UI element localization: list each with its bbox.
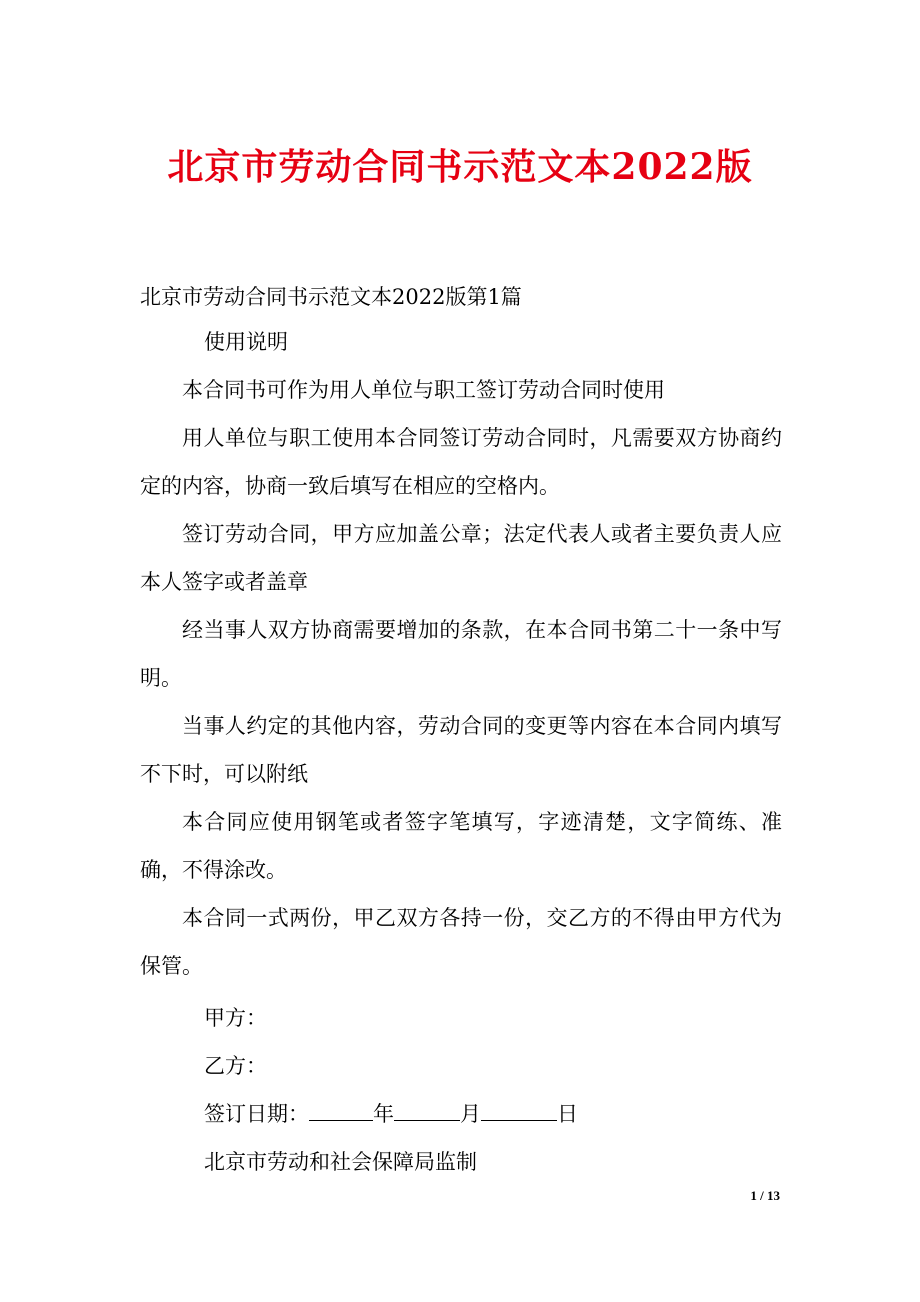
section-heading: 使用说明 [204, 330, 288, 354]
paragraph-7: 本合同一式两份，甲乙双方各持一份，交乙方的不得由甲方代为保管。 [140, 906, 782, 978]
document-title: 北京市劳动合同书示范文本2022版 [167, 146, 753, 188]
party-b-label: 乙方： [204, 1054, 267, 1078]
day-unit: 日 [557, 1102, 578, 1126]
supervisor-note: 北京市劳动和社会保障局监制 [204, 1150, 477, 1174]
party-a-label: 甲方： [204, 1006, 267, 1030]
year-blank[interactable] [309, 1098, 373, 1121]
day-blank[interactable] [481, 1098, 557, 1121]
paragraph-4: 经当事人双方协商需要增加的条款，在本合同书第二十一条中写明。 [140, 618, 782, 690]
paragraph-6: 本合同应使用钢笔或者签字笔填写，字迹清楚，文字简练、准确，不得涂改。 [140, 810, 782, 882]
page-number: 1 / 13 [750, 1188, 780, 1203]
month-blank[interactable] [394, 1098, 460, 1121]
sign-date-line [204, 1098, 578, 1130]
year-unit: 年 [373, 1102, 394, 1126]
document-subtitle: 北京市劳动合同书示范文本2022版第1篇 [140, 285, 522, 309]
sign-date-label: 签订日期： [204, 1102, 309, 1126]
paragraph-2: 用人单位与职工使用本合同签订劳动合同时，凡需要双方协商约定的内容，协商一致后填写在相应的空格内。 [140, 426, 782, 498]
paragraph-1: 本合同书可作为用人单位与职工签订劳动合同时使用 [182, 378, 665, 402]
paragraph-5: 当事人约定的其他内容，劳动合同的变更等内容在本合同内填写不下时，可以附纸 [140, 714, 782, 786]
paragraph-3: 签订劳动合同，甲方应加盖公章；法定代表人或者主要负责人应本人签字或者盖章 [140, 522, 782, 594]
month-unit: 月 [460, 1102, 481, 1126]
